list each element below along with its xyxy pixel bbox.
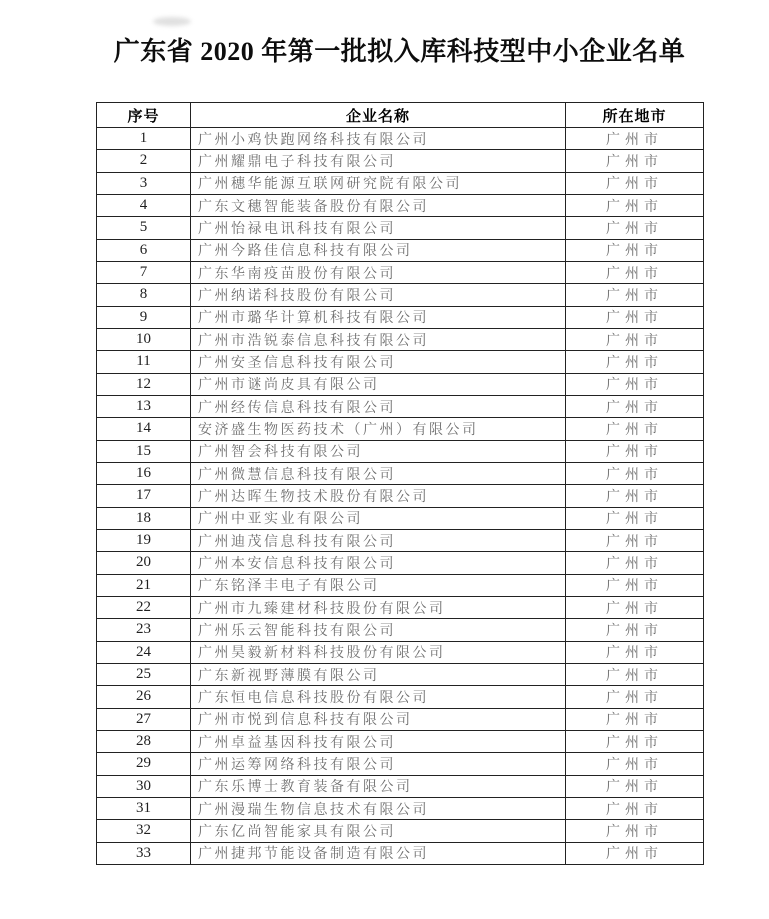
table-row — [97, 686, 704, 708]
row-index: 25 — [97, 663, 191, 685]
company-name: 广州中亚实业有限公司 — [191, 507, 566, 529]
table-row — [97, 150, 704, 172]
company-city: 广州市 — [566, 596, 704, 618]
column-header-city: 所在地市 — [566, 103, 704, 128]
table-row — [97, 373, 704, 395]
company-city: 广州市 — [566, 261, 704, 283]
table-row — [97, 217, 704, 239]
row-index: 24 — [97, 641, 191, 663]
company-name: 广州市谜尚皮具有限公司 — [191, 373, 566, 395]
row-index: 4 — [97, 194, 191, 216]
row-index: 5 — [97, 217, 191, 239]
company-name: 广州安圣信息科技有限公司 — [191, 351, 566, 373]
row-index: 32 — [97, 820, 191, 842]
company-name: 广州运筹网络科技有限公司 — [191, 753, 566, 775]
row-index: 18 — [97, 507, 191, 529]
company-city: 广州市 — [566, 328, 704, 350]
company-name: 广州迪茂信息科技有限公司 — [191, 529, 566, 551]
row-index: 11 — [97, 351, 191, 373]
table-row — [97, 820, 704, 842]
company-name: 广州漫瑞生物信息技术有限公司 — [191, 797, 566, 819]
table-row — [97, 351, 704, 373]
company-city: 广州市 — [566, 485, 704, 507]
table-row — [97, 619, 704, 641]
table-row — [97, 753, 704, 775]
company-name: 广州小鸡快跑网络科技有限公司 — [191, 128, 566, 150]
company-city: 广州市 — [566, 842, 704, 865]
table-row — [97, 574, 704, 596]
company-name: 广东华南疫苗股份有限公司 — [191, 261, 566, 283]
table-row — [97, 529, 704, 551]
table-row — [97, 239, 704, 261]
table-row — [97, 261, 704, 283]
company-name: 广州市浩锐泰信息科技有限公司 — [191, 328, 566, 350]
company-name: 广州微慧信息科技有限公司 — [191, 462, 566, 484]
company-city: 广州市 — [566, 708, 704, 730]
company-city: 广州市 — [566, 663, 704, 685]
company-name: 广东新视野薄膜有限公司 — [191, 663, 566, 685]
company-name: 广东亿尚智能家具有限公司 — [191, 820, 566, 842]
table-row — [97, 395, 704, 417]
company-name: 广州经传信息科技有限公司 — [191, 395, 566, 417]
company-city: 广州市 — [566, 172, 704, 194]
row-index: 22 — [97, 596, 191, 618]
row-index: 19 — [97, 529, 191, 551]
company-city: 广州市 — [566, 619, 704, 641]
table-body — [97, 128, 704, 865]
company-name: 广东乐博士教育装备有限公司 — [191, 775, 566, 797]
company-name: 安济盛生物医药技术（广州）有限公司 — [191, 418, 566, 440]
table-header-row — [97, 103, 704, 128]
table-row — [97, 128, 704, 150]
company-city: 广州市 — [566, 507, 704, 529]
row-index: 8 — [97, 284, 191, 306]
company-list-table — [96, 102, 704, 865]
row-index: 14 — [97, 418, 191, 440]
row-index: 30 — [97, 775, 191, 797]
table-row — [97, 418, 704, 440]
row-index: 17 — [97, 485, 191, 507]
company-city: 广州市 — [566, 641, 704, 663]
company-city: 广州市 — [566, 574, 704, 596]
company-name: 广州怡禄电讯科技有限公司 — [191, 217, 566, 239]
row-index: 26 — [97, 686, 191, 708]
row-index: 16 — [97, 462, 191, 484]
row-index: 33 — [97, 842, 191, 865]
table-row — [97, 194, 704, 216]
company-city: 广州市 — [566, 820, 704, 842]
table-row — [97, 708, 704, 730]
table-row — [97, 797, 704, 819]
column-header-index: 序号 — [97, 103, 191, 128]
company-name: 广州市九臻建材科技股份有限公司 — [191, 596, 566, 618]
row-index: 31 — [97, 797, 191, 819]
company-city: 广州市 — [566, 194, 704, 216]
company-name: 广东文穗智能装备股份有限公司 — [191, 194, 566, 216]
company-city: 广州市 — [566, 529, 704, 551]
company-city: 广州市 — [566, 128, 704, 150]
table-row — [97, 284, 704, 306]
row-index: 27 — [97, 708, 191, 730]
table-row — [97, 328, 704, 350]
company-city: 广州市 — [566, 351, 704, 373]
table-row — [97, 842, 704, 865]
table-row — [97, 641, 704, 663]
row-index: 15 — [97, 440, 191, 462]
company-city: 广州市 — [566, 217, 704, 239]
company-name: 广州本安信息科技有限公司 — [191, 552, 566, 574]
company-city: 广州市 — [566, 395, 704, 417]
row-index: 21 — [97, 574, 191, 596]
company-city: 广州市 — [566, 284, 704, 306]
company-city: 广州市 — [566, 440, 704, 462]
table-row — [97, 775, 704, 797]
company-city: 广州市 — [566, 753, 704, 775]
company-city: 广州市 — [566, 730, 704, 752]
row-index: 29 — [97, 753, 191, 775]
row-index: 6 — [97, 239, 191, 261]
company-name: 广州智会科技有限公司 — [191, 440, 566, 462]
table-row — [97, 462, 704, 484]
company-city: 广州市 — [566, 306, 704, 328]
company-name: 广东恒电信息科技股份有限公司 — [191, 686, 566, 708]
company-city: 广州市 — [566, 552, 704, 574]
row-index: 23 — [97, 619, 191, 641]
company-city: 广州市 — [566, 418, 704, 440]
company-city: 广州市 — [566, 462, 704, 484]
row-index: 1 — [97, 128, 191, 150]
company-name: 广州乐云智能科技有限公司 — [191, 619, 566, 641]
row-index: 28 — [97, 730, 191, 752]
company-city: 广州市 — [566, 775, 704, 797]
row-index: 10 — [97, 328, 191, 350]
row-index: 7 — [97, 261, 191, 283]
table-row — [97, 663, 704, 685]
company-name: 广州耀鼎电子科技有限公司 — [191, 150, 566, 172]
table-row — [97, 440, 704, 462]
row-index: 9 — [97, 306, 191, 328]
company-name: 广州市璐华计算机科技有限公司 — [191, 306, 566, 328]
company-name: 广州卓益基因科技有限公司 — [191, 730, 566, 752]
row-index: 13 — [97, 395, 191, 417]
table-row — [97, 596, 704, 618]
company-city: 广州市 — [566, 150, 704, 172]
company-name: 广州昊毅新材料科技股份有限公司 — [191, 641, 566, 663]
column-header-company-name: 企业名称 — [191, 103, 566, 128]
company-name: 广东铭泽丰电子有限公司 — [191, 574, 566, 596]
company-name: 广州捷邦节能设备制造有限公司 — [191, 842, 566, 865]
row-index: 2 — [97, 150, 191, 172]
row-index: 3 — [97, 172, 191, 194]
company-city: 广州市 — [566, 797, 704, 819]
scan-smudge-artifact — [153, 17, 191, 26]
company-city: 广州市 — [566, 373, 704, 395]
page-title: 广东省 2020 年第一批拟入库科技型中小企业名单 — [113, 37, 686, 66]
row-index: 20 — [97, 552, 191, 574]
company-city: 广州市 — [566, 686, 704, 708]
company-name: 广州今路佳信息科技有限公司 — [191, 239, 566, 261]
table-row — [97, 306, 704, 328]
table-row — [97, 730, 704, 752]
table-row — [97, 552, 704, 574]
company-name: 广州穗华能源互联网研究院有限公司 — [191, 172, 566, 194]
company-name: 广州达晖生物技术股份有限公司 — [191, 485, 566, 507]
table-row — [97, 485, 704, 507]
table-row — [97, 172, 704, 194]
row-index: 12 — [97, 373, 191, 395]
company-name: 广州市悦到信息科技有限公司 — [191, 708, 566, 730]
table-row — [97, 507, 704, 529]
company-city: 广州市 — [566, 239, 704, 261]
company-name: 广州纳诺科技股份有限公司 — [191, 284, 566, 306]
